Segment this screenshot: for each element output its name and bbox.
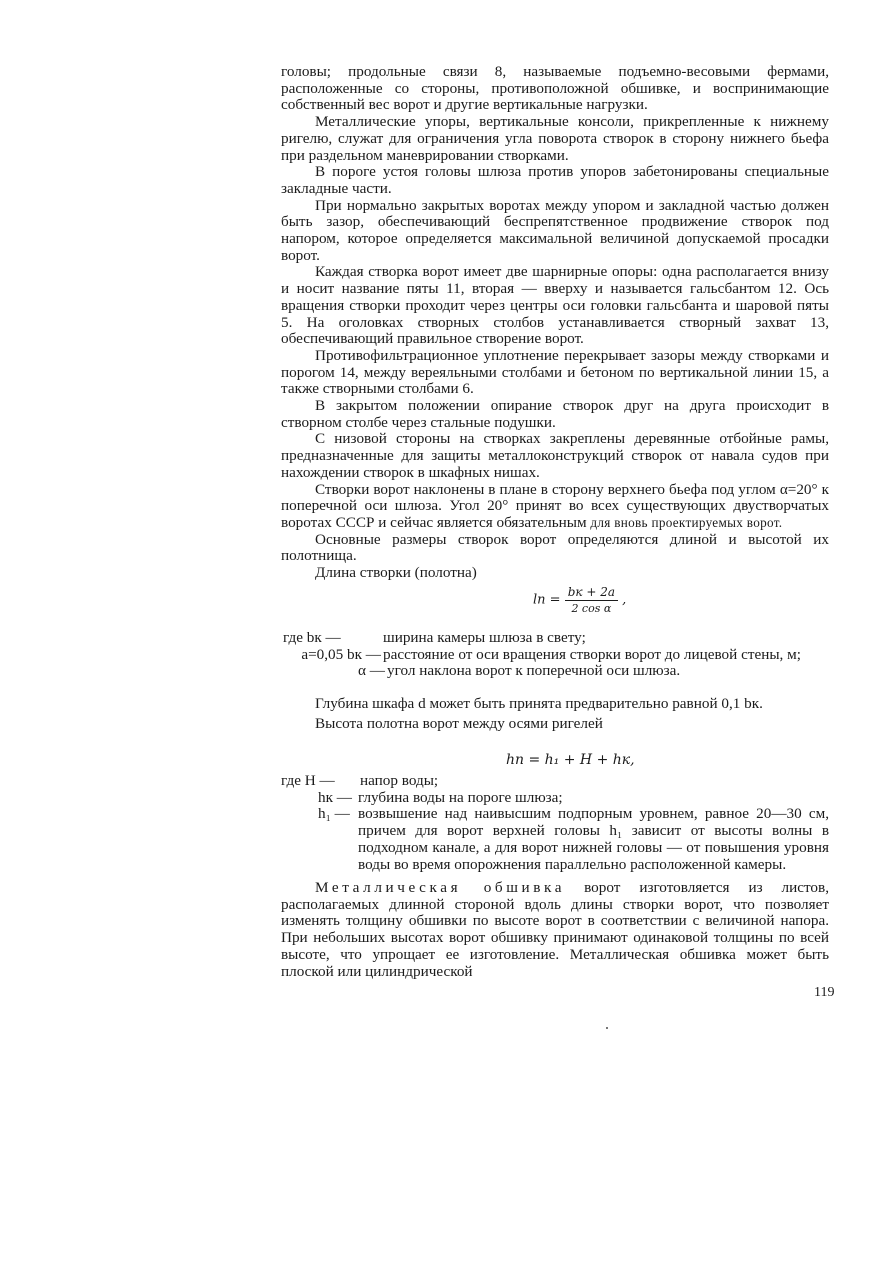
definition-text: возвышение над наивысшим подпорным уровнем, равное 20—30 см, причем для ворот верхней головы h₁ зависит от высоты волны в подходном канале, а для ворот нижней головы — от повышения уровня воды во время опорожнения параллельно расположенной камеры. xyxy=(358,805,829,873)
definition-term: где bк — xyxy=(283,629,341,646)
definition-text: ширина камеры шлюза в свету; xyxy=(383,629,586,646)
definition-row xyxy=(281,773,829,790)
paragraph-angle-tail: для вновь проектируемых ворот. xyxy=(590,514,783,530)
definition-row xyxy=(281,630,829,647)
paragraph-angle-main: Створки ворот наклонены в плане в сторону верхнего бьефа под углом α=20° к поперечной оси шлюза. Угол 20° принят во всех существующих двустворчатых воротах СССР и сейчас является обязательным xyxy=(281,480,829,531)
formula-length-lhs: lп = xyxy=(533,592,561,608)
definition-text: угол наклона ворот к поперечной оси шлюза. xyxy=(387,662,681,680)
definitions-height xyxy=(281,773,829,873)
definition-text: напор воды; xyxy=(360,772,439,789)
definition-term: h₁ — xyxy=(318,805,350,823)
paragraph-sizes: Основные размеры створок ворот определяются длиной и высотой их полотнища. xyxy=(281,530,829,565)
definition-term: где H — xyxy=(281,772,335,789)
paragraph-3: В пороге устоя головы шлюза против упоров забетонированы специальные закладные части. xyxy=(281,163,829,197)
formula-length-fraction xyxy=(565,585,618,615)
scan-speck xyxy=(606,1027,608,1029)
page-number: 119 xyxy=(814,985,835,1000)
sheathing-rest: ворот изготовляется из листов, располагаемых длинной стороной вдоль длины створки ворот, что позволяет изменять толщину обшивки по высоте ворот в соответствии с величиной напора. При небольших высотах ворот обшивку принимают одинаковой толщины по всей высоте, что упрощает ее изготовление. Металлическая обшивка может быть плоской или цилиндрической xyxy=(281,879,829,980)
paragraph-6: Противофильтрационное уплотнение перекрывает зазоры между створками и порогом 14, между вереяльными столбами и бетоном по вертикальной линии 15, а также створными столбами 6. xyxy=(281,346,829,398)
paragraph-angle xyxy=(281,482,829,532)
paragraph-4: При нормально закрытых воротах между упором и закладной частью должен быть зазор, обеспечивающий беспрепятственное продвижение створок под напором, которое определяется максимальной величиной допускаемой просадки ворот. xyxy=(281,196,829,264)
paragraph-length: Длина створки (полотна) xyxy=(315,564,477,582)
formula-height: hп = h₁ + H + hк, xyxy=(506,752,635,768)
formula-length xyxy=(533,585,626,615)
paragraph-sheathing xyxy=(281,880,829,980)
body-text-sheathing xyxy=(281,880,829,980)
body-text-top xyxy=(281,64,829,582)
paragraph-depth: Глубина шкафа d может быть принята предварительно равной 0,1 bк. xyxy=(315,695,763,712)
definition-row xyxy=(281,663,829,680)
paragraph-7: В закрытом положении опирание створок друг на друга происходит в створном столбе через стальные подушки. xyxy=(281,397,829,431)
definition-row xyxy=(281,790,829,807)
definition-term: a=0,05 bк — xyxy=(301,645,381,663)
formula-length-denominator: 2 cos α xyxy=(571,602,612,615)
definition-text: расстояние от оси вращения створки ворот до лицевой стены, м; xyxy=(383,645,801,663)
definition-row xyxy=(281,806,829,873)
paragraph-1: головы; продольные связи 8, называемые подъемно-весовыми фермами, расположенные со стороны, противоположной обшивке, и воспринимающие собственный вес ворот и другие вертикальные нагрузки. xyxy=(281,63,829,114)
definitions-length xyxy=(281,630,829,680)
formula-length-comma: , xyxy=(622,592,627,608)
definition-row xyxy=(281,647,829,664)
paragraph-8: С низовой стороны на створках закреплены деревянные отбойные рамы, предназначенные для защиты металлоконструкций створок от навала судов при нахождении створок в шкафных нишах. xyxy=(281,430,829,481)
sheathing-lead: Металлическая обшивка xyxy=(315,879,566,896)
body-text-depth xyxy=(281,696,829,732)
paragraph-5: Каждая створка ворот имеет две шарнирные опоры: одна располагается внизу и носит название пяты 11, вторая — вверху и называется гальсбантом 12. Ось вращения створки проходит через центры оси головки гальсбанта и шаровой пяты 5. На оголовках створных столбов устанавливается створный захват 13, обеспечивающий правильное створение ворот. xyxy=(281,263,829,348)
definition-text: глубина воды на пороге шлюза; xyxy=(358,788,563,806)
paragraph-2: Металлические упоры, вертикальные консоли, прикрепленные к нижнему ригелю, служат для ограничения угла поворота створок в сторону нижнего бьефа при раздельном маневрировании створками. xyxy=(281,113,829,164)
formula-length-numerator: bк + 2a xyxy=(565,585,618,601)
definition-term: α — xyxy=(358,662,385,680)
paragraph-height: Высота полотна ворот между осями ригелей xyxy=(315,714,603,732)
definition-term: hк — xyxy=(318,788,352,806)
